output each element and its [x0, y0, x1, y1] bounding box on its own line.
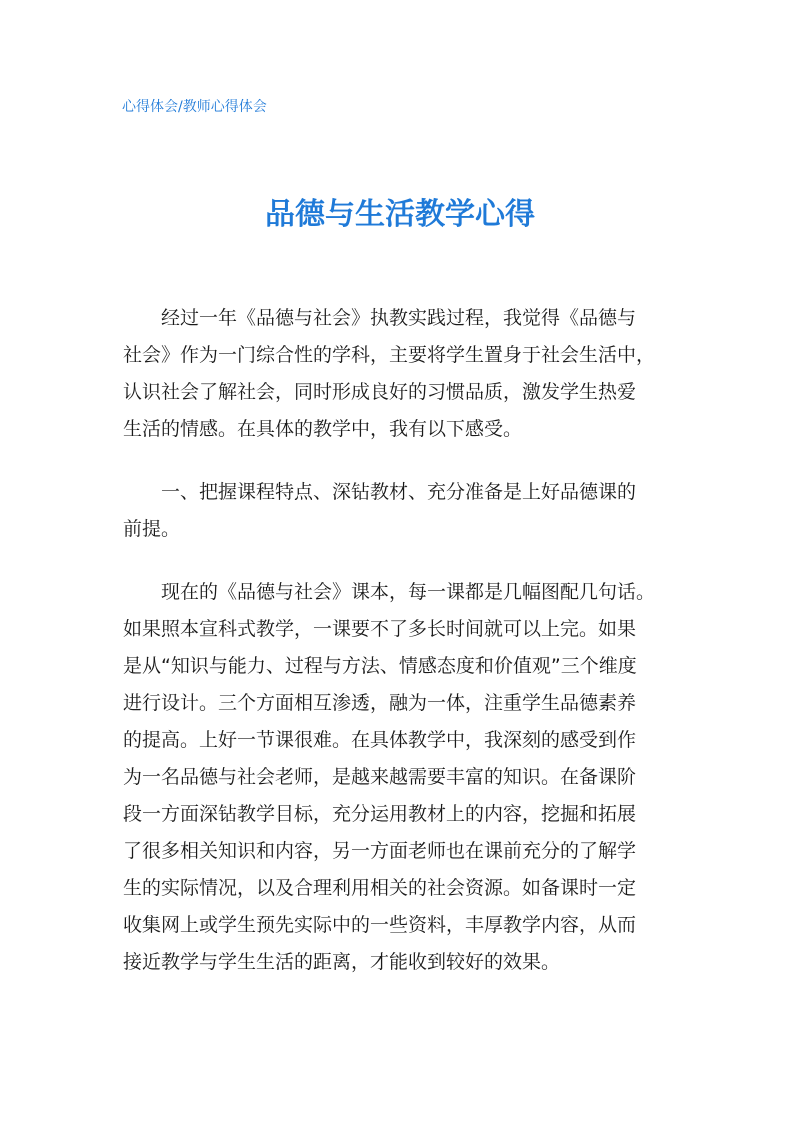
- page-title: 品德与生活教学心得: [265, 197, 535, 232]
- paragraph-line: 进行设计。三个方面相互渗透，融为一体，注重学生品德素养: [123, 692, 637, 714]
- paragraph-line: 为一名品德与社会老师，是越来越需要丰富的知识。在备课阶: [123, 766, 637, 788]
- paragraph-line: 了很多相关知识和内容，另一方面老师也在课前充分的了解学: [123, 840, 637, 862]
- paragraph-3: [123, 574, 683, 981]
- paragraph-line: 一、把握课程特点、深钻教材、充分准备是上好品德课的: [161, 481, 637, 503]
- article-body: [123, 300, 683, 1007]
- paragraph-2: [123, 474, 683, 548]
- paragraph-line: 社会》作为一门综合性的学科，主要将学生置身于社会生活中，: [123, 344, 656, 366]
- paragraph-line: 生的实际情况，以及合理利用相关的社会资源。如备课时一定: [123, 877, 637, 899]
- paragraph-line: 现在的《品德与社会》课本，每一课都是几幅图配几句话。: [161, 581, 656, 603]
- paragraph-line: 生活的情感。在具体的教学中，我有以下感受。: [123, 418, 523, 440]
- paragraph-1: [123, 300, 683, 448]
- paragraph-line: 前提。: [123, 518, 181, 540]
- paragraph-line: 收集网上或学生预先实际中的一些资料，丰厚教学内容，从而: [123, 914, 637, 936]
- paragraph-line: 是从“知识与能力、过程与方法、情感态度和价值观”三个维度: [123, 655, 637, 677]
- paragraph-line: 如果照本宣科式教学，一课要不了多长时间就可以上完。如果: [123, 618, 637, 640]
- paragraph-line: 段一方面深钻教学目标，充分运用教材上的内容，挖掘和拓展: [123, 803, 637, 825]
- breadcrumb[interactable]: 心得体会/教师心得体会: [122, 99, 267, 115]
- paragraph-line: 接近教学与学生生活的距离，才能收到较好的效果。: [123, 951, 561, 973]
- paragraph-line: 的提高。上好一节课很难。在具体教学中，我深刻的感受到作: [123, 729, 637, 751]
- paragraph-line: 经过一年《品德与社会》执教实践过程，我觉得《品德与: [161, 307, 637, 329]
- paragraph-line: 认识社会了解社会，同时形成良好的习惯品质，激发学生热爱: [123, 381, 637, 403]
